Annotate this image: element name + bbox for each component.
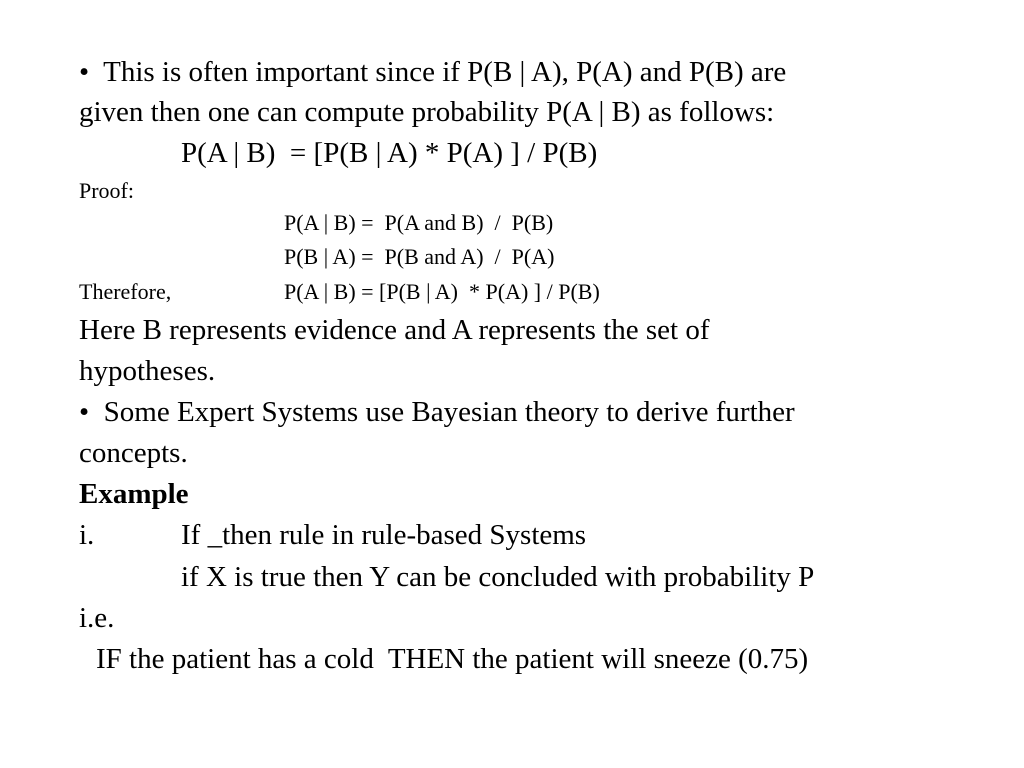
body-text-line: hypotheses. bbox=[79, 355, 216, 387]
bayes-formula: P(A | B) = [P(B | A) * P(A) ] / P(B) bbox=[181, 137, 598, 169]
bullet-text-line: given then one can compute probability P(A | B) as follows: bbox=[79, 96, 775, 128]
bullet-text-line: • Some Expert Systems use Bayesian theory to derive further bbox=[79, 396, 795, 428]
proof-equation: P(B | A) = P(B and A) / P(A) bbox=[284, 244, 555, 269]
therefore-equation: P(A | B) = [P(B | A) * P(A) ] / P(B) bbox=[284, 279, 600, 304]
bullet-text-line: • This is often important since if P(B | A), P(A) and P(B) are bbox=[79, 56, 787, 88]
body-text-line: Here B represents evidence and A represents the set of bbox=[79, 314, 710, 346]
bullet-text-line: concepts. bbox=[79, 437, 188, 469]
rule-example: IF the patient has a cold THEN the patient will sneeze (0.75) bbox=[96, 643, 809, 675]
list-item-detail: if X is true then Y can be concluded with probability P bbox=[181, 561, 815, 593]
proof-label: Proof: bbox=[79, 178, 134, 203]
ie-label: i.e. bbox=[79, 602, 115, 634]
therefore-label: Therefore, bbox=[79, 279, 172, 304]
list-item-text: If _then rule in rule-based Systems bbox=[181, 519, 587, 551]
example-heading: Example bbox=[79, 478, 189, 510]
list-item-marker: i. bbox=[79, 519, 95, 551]
proof-equation: P(A | B) = P(A and B) / P(B) bbox=[284, 210, 554, 235]
